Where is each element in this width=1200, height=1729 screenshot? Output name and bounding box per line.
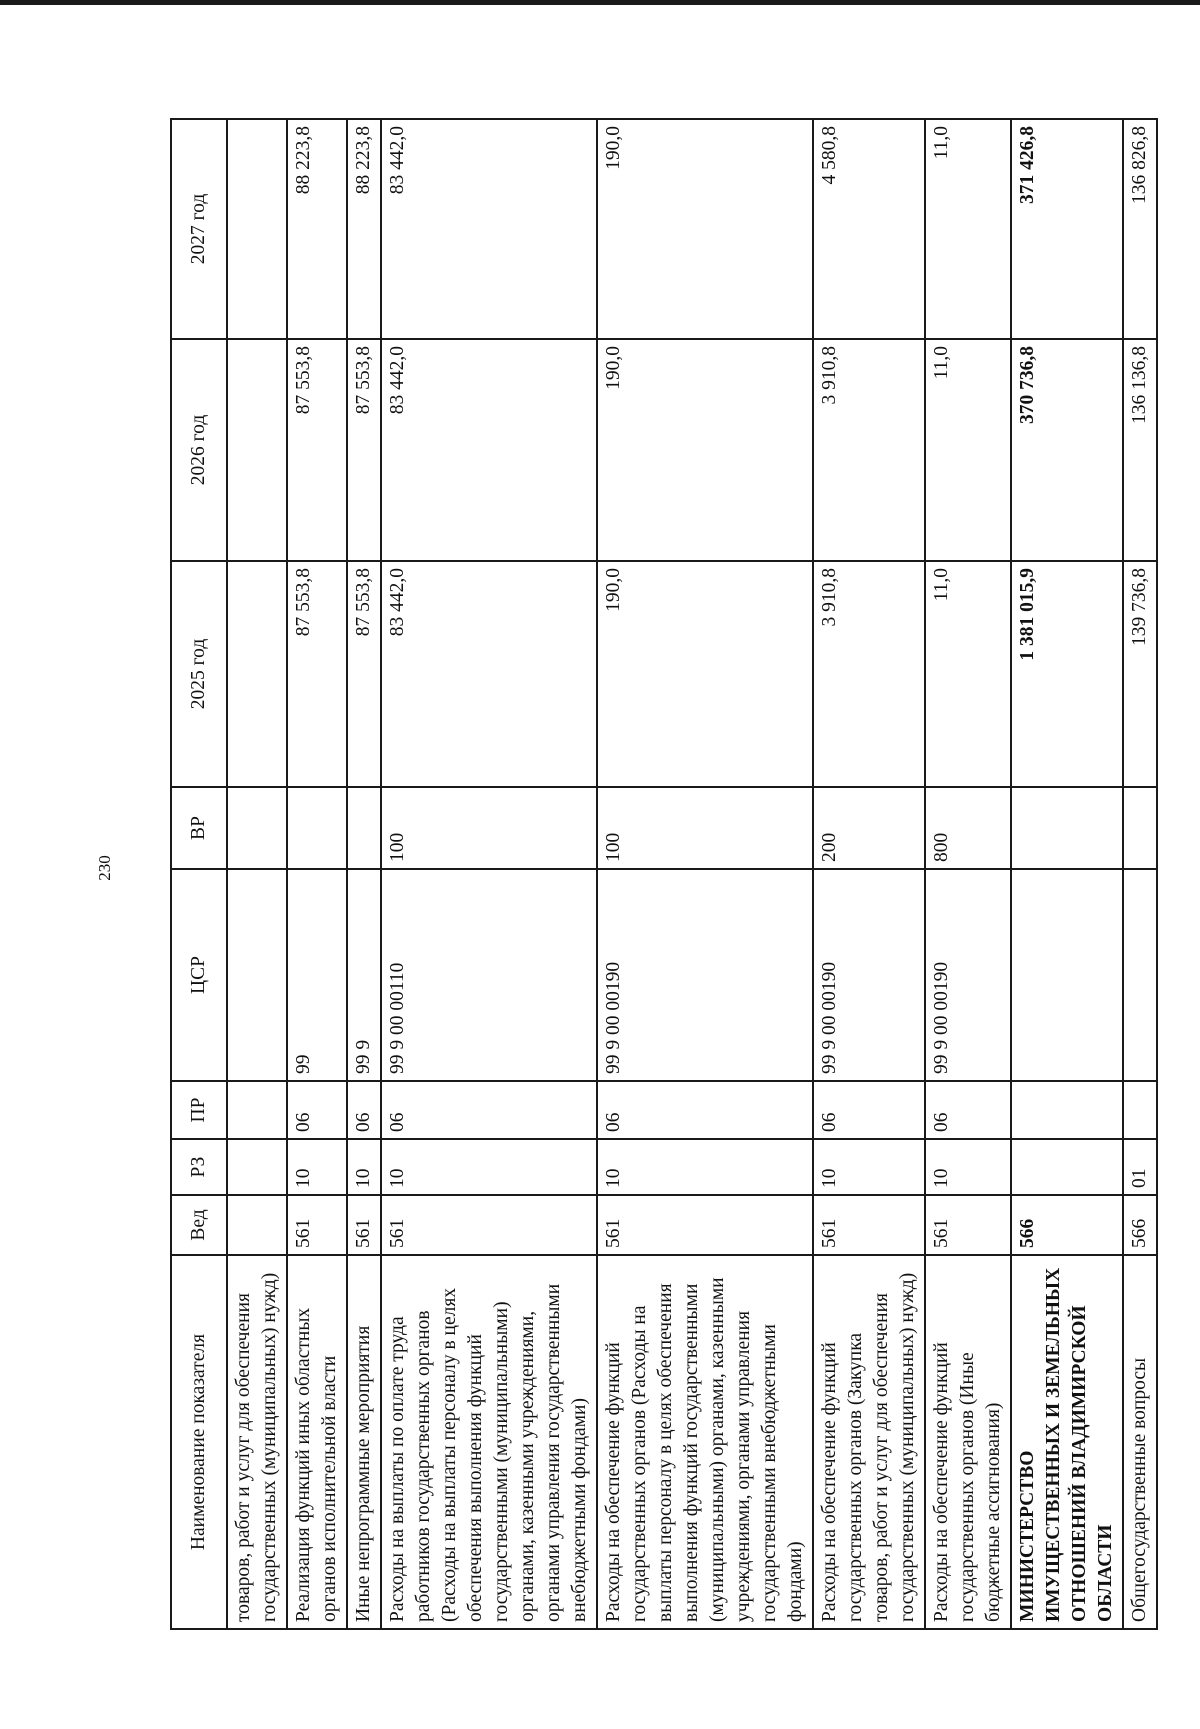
cell-2027: 136 826,8 <box>1123 119 1157 339</box>
cell-rz <box>1011 1139 1123 1195</box>
cell-2026: 83 442,0 <box>381 339 597 561</box>
header-name: Наименование показателя <box>171 1255 227 1629</box>
cell-2026: 370 736,8 <box>1011 339 1123 561</box>
cell-2025: 11,0 <box>925 561 1011 787</box>
cell-ved <box>227 1195 287 1255</box>
table-row <box>925 119 1011 1629</box>
table-row <box>287 119 347 1629</box>
cell-pr: 06 <box>381 1081 597 1139</box>
cell-csr <box>227 869 287 1081</box>
cell-name: Иные непрограммные мероприятия <box>347 1255 381 1629</box>
header-2025: 2025 год <box>171 561 227 787</box>
cell-csr: 99 9 <box>347 869 381 1081</box>
cell-name: Расходы на обеспечение функций государственных органов (Расходы на выплаты персоналу в целях обеспечения выполнения функций государственными (муниципальными) органами, казенными учреждениями, органами управления государственными внебюджетными фондами) <box>597 1255 813 1629</box>
cell-ved: 561 <box>287 1195 347 1255</box>
table-row <box>597 119 813 1629</box>
header-2027: 2027 год <box>171 119 227 339</box>
cell-2025: 3 910,8 <box>813 561 925 787</box>
cell-csr <box>1011 869 1123 1081</box>
cell-2027: 88 223,8 <box>347 119 381 339</box>
budget-table <box>170 118 1158 1630</box>
cell-2027: 11,0 <box>925 119 1011 339</box>
cell-pr: 06 <box>925 1081 1011 1139</box>
table-row <box>347 119 381 1629</box>
cell-2025: 190,0 <box>597 561 813 787</box>
cell-rz: 10 <box>925 1139 1011 1195</box>
header-ved: Вед <box>171 1195 227 1255</box>
cell-csr: 99 9 00 00190 <box>597 869 813 1081</box>
cell-2026: 190,0 <box>597 339 813 561</box>
cell-2027 <box>227 119 287 339</box>
cell-2025: 139 736,8 <box>1123 561 1157 787</box>
cell-ved: 566 <box>1123 1195 1157 1255</box>
cell-ved: 561 <box>597 1195 813 1255</box>
cell-2026: 87 553,8 <box>347 339 381 561</box>
cell-rz: 10 <box>347 1139 381 1195</box>
cell-vr <box>347 787 381 869</box>
cell-rz: 10 <box>381 1139 597 1195</box>
cell-2027: 371 426,8 <box>1011 119 1123 339</box>
cell-pr <box>1011 1081 1123 1139</box>
cell-ved: 561 <box>925 1195 1011 1255</box>
scan-top-edge <box>0 0 1200 5</box>
table-row <box>381 119 597 1629</box>
cell-ved: 561 <box>347 1195 381 1255</box>
cell-2026: 136 136,8 <box>1123 339 1157 561</box>
cell-csr: 99 9 00 00110 <box>381 869 597 1081</box>
cell-pr: 06 <box>813 1081 925 1139</box>
header-pr: ПР <box>171 1081 227 1139</box>
cell-vr <box>227 787 287 869</box>
cell-csr: 99 9 00 00190 <box>813 869 925 1081</box>
cell-rz: 10 <box>597 1139 813 1195</box>
page-number: 230 <box>94 855 114 881</box>
cell-ved: 561 <box>813 1195 925 1255</box>
cell-2025: 1 381 015,9 <box>1011 561 1123 787</box>
cell-pr: 06 <box>347 1081 381 1139</box>
cell-2027: 83 442,0 <box>381 119 597 339</box>
cell-vr <box>287 787 347 869</box>
cell-2026: 3 910,8 <box>813 339 925 561</box>
cell-name: Общегосударственные вопросы <box>1123 1255 1157 1629</box>
cell-2027: 88 223,8 <box>287 119 347 339</box>
cell-rz: 10 <box>813 1139 925 1195</box>
cell-rz: 01 <box>1123 1139 1157 1195</box>
cell-csr <box>1123 869 1157 1081</box>
table-header-row <box>171 119 227 1629</box>
cell-name: МИНИСТЕРСТВО ИМУЩЕСТВЕННЫХ И ЗЕМЕЛЬНЫХ ОТНОШЕНИЙ ВЛАДИМИРСКОЙ ОБЛАСТИ <box>1011 1255 1123 1629</box>
cell-ved: 566 <box>1011 1195 1123 1255</box>
cell-name: Расходы на выплаты по оплате труда работников государственных органов (Расходы на выплаты персоналу в целях обеспечения выполнения функций государственными (муниципальными) органами, казенными учреждениями, органами управления государственными внебюджетными фондами) <box>381 1255 597 1629</box>
cell-2026 <box>227 339 287 561</box>
cell-2025: 87 553,8 <box>347 561 381 787</box>
cell-2027: 4 580,8 <box>813 119 925 339</box>
cell-ved: 561 <box>381 1195 597 1255</box>
header-rz: РЗ <box>171 1139 227 1195</box>
cell-vr <box>1011 787 1123 869</box>
header-vr: ВР <box>171 787 227 869</box>
cell-pr: 06 <box>597 1081 813 1139</box>
cell-pr <box>227 1081 287 1139</box>
cell-vr: 100 <box>381 787 597 869</box>
cell-2026: 11,0 <box>925 339 1011 561</box>
table-row <box>227 119 287 1629</box>
cell-vr: 100 <box>597 787 813 869</box>
table-row <box>1011 119 1123 1629</box>
cell-rz: 10 <box>287 1139 347 1195</box>
cell-name: товаров, работ и услуг для обеспечения государственных (муниципальных) нужд) <box>227 1255 287 1629</box>
header-2026: 2026 год <box>171 339 227 561</box>
cell-vr: 800 <box>925 787 1011 869</box>
table-row <box>1123 119 1157 1629</box>
cell-2027: 190,0 <box>597 119 813 339</box>
cell-csr: 99 9 00 00190 <box>925 869 1011 1081</box>
cell-name: Расходы на обеспечение функций государственных органов (Закупка товаров, работ и услуг для обеспечения государственных (муниципальных) нужд) <box>813 1255 925 1629</box>
cell-rz <box>227 1139 287 1195</box>
cell-name: Реализация функций иных областных органов исполнительной власти <box>287 1255 347 1629</box>
cell-vr: 200 <box>813 787 925 869</box>
cell-2025: 87 553,8 <box>287 561 347 787</box>
cell-2026: 87 553,8 <box>287 339 347 561</box>
cell-pr: 06 <box>287 1081 347 1139</box>
table-row <box>813 119 925 1629</box>
cell-pr <box>1123 1081 1157 1139</box>
cell-vr <box>1123 787 1157 869</box>
cell-2025: 83 442,0 <box>381 561 597 787</box>
header-csr: ЦСР <box>171 869 227 1081</box>
cell-csr: 99 <box>287 869 347 1081</box>
cell-name: Расходы на обеспечение функций государственных органов (Иные бюджетные ассигнования) <box>925 1255 1011 1629</box>
cell-2025 <box>227 561 287 787</box>
rotated-document <box>170 120 1150 1630</box>
